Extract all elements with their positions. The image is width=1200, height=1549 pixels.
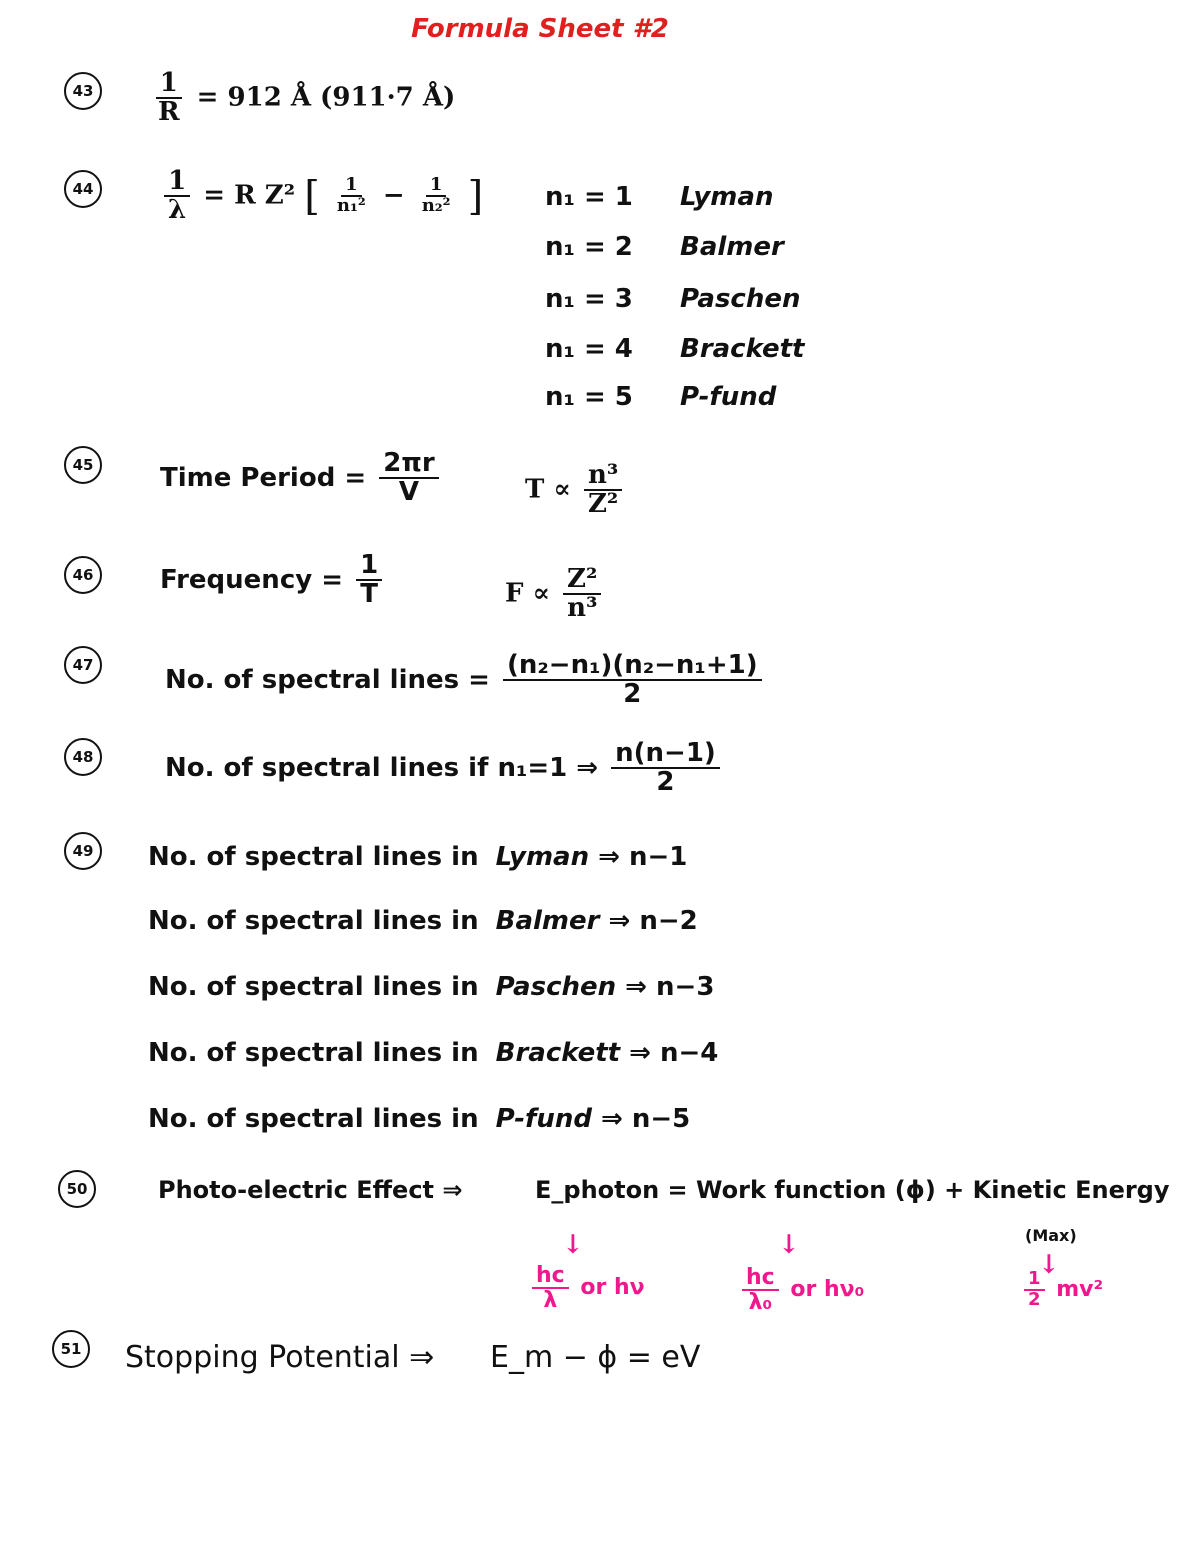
series-n: n₁ = 3 <box>545 284 633 314</box>
label: Time Period = <box>160 462 367 493</box>
proportion <box>525 462 626 519</box>
photon-energy-expr <box>528 1264 645 1312</box>
numerator: hc <box>742 1266 779 1291</box>
down-arrow-icon: ↓ <box>778 1230 800 1260</box>
denominator: n₂² <box>421 195 451 217</box>
series: Balmer ⇒ <box>495 906 631 936</box>
proportion <box>505 566 605 623</box>
numerator: n³ <box>584 462 622 491</box>
numerator: 1 <box>426 176 447 197</box>
fraction <box>1024 1270 1045 1310</box>
bracket-close: ] <box>467 173 484 220</box>
result: n−1 <box>629 842 688 872</box>
denominator: T <box>360 579 378 610</box>
label: No. of spectral lines = <box>165 664 490 695</box>
photoelectric-label: Photo-electric Effect ⇒ <box>158 1176 463 1204</box>
formula-number: 45 <box>64 446 102 484</box>
stopping-potential-label: Stopping Potential ⇒ <box>125 1340 435 1375</box>
numerator: 2πr <box>379 450 438 479</box>
result: n−3 <box>656 972 715 1002</box>
result: n−2 <box>639 906 698 936</box>
formula-number: 46 <box>64 556 102 594</box>
label: No. of spectral lines in <box>148 1104 479 1134</box>
series-n: n₁ = 5 <box>545 382 633 412</box>
max-note: (Max) <box>1025 1226 1077 1245</box>
formula-number: 44 <box>64 170 102 208</box>
result: n−5 <box>631 1104 691 1134</box>
stopping-potential-equation: E_m − ϕ = eV <box>490 1340 701 1375</box>
formula-44 <box>160 168 483 225</box>
formula-48 <box>165 740 724 797</box>
prop-label: T ∝ <box>525 474 571 505</box>
denominator: n₁² <box>336 195 366 217</box>
spectral-row <box>148 1104 690 1134</box>
series-name: Paschen <box>680 284 801 314</box>
bracket-open: [ <box>304 173 320 220</box>
alt-expr: or hν <box>580 1275 645 1301</box>
formula-number: 49 <box>64 832 102 870</box>
series: Paschen ⇒ <box>495 972 647 1002</box>
denominator: n³ <box>567 593 598 624</box>
denominator: λ <box>168 195 187 226</box>
fraction <box>164 168 190 225</box>
series-name: Brackett <box>680 334 805 364</box>
fraction <box>584 462 622 519</box>
denominator: 2 <box>1028 1288 1041 1310</box>
formula-number: 51 <box>52 1330 90 1368</box>
down-arrow-icon: ↓ <box>562 1230 584 1260</box>
work-function-expr <box>738 1266 864 1314</box>
label: No. of spectral lines in <box>148 972 479 1002</box>
denominator: λ₀ <box>748 1290 773 1316</box>
formula-number: 50 <box>58 1170 96 1208</box>
numerator: hc <box>532 1264 569 1289</box>
fraction <box>742 1266 779 1314</box>
numerator: 1 <box>156 70 182 99</box>
label: Frequency = <box>160 564 344 595</box>
formula-45 <box>160 450 443 507</box>
numerator: 1 <box>341 176 362 197</box>
formula-number: 48 <box>64 738 102 776</box>
series: Lyman ⇒ <box>495 842 620 872</box>
minus-sign: − <box>382 180 405 211</box>
series-name: P-fund <box>680 382 777 412</box>
down-arrow-icon: ↓ <box>1038 1250 1060 1280</box>
denominator: V <box>398 477 420 508</box>
denominator: Z² <box>587 489 619 520</box>
spectral-row <box>148 842 687 872</box>
series-n: n₁ = 1 <box>545 182 633 212</box>
series-n: n₁ = 4 <box>545 334 633 364</box>
fraction <box>379 450 438 507</box>
numerator: n(n−1) <box>611 740 720 769</box>
fraction <box>333 176 370 216</box>
fraction <box>611 740 720 797</box>
page-title: Formula Sheet #2 <box>411 14 669 44</box>
numerator: 1 <box>356 552 382 581</box>
numerator: Z² <box>563 566 601 595</box>
denominator: 2 <box>623 679 642 710</box>
formula-43 <box>150 70 455 127</box>
fraction <box>356 552 382 609</box>
label: No. of spectral lines in <box>148 842 479 872</box>
rhs: = 912 Å (911·7 Å) <box>196 82 456 113</box>
result: n−4 <box>660 1038 719 1068</box>
formula-number: 47 <box>64 646 102 684</box>
kinetic-energy-expr <box>1020 1270 1103 1310</box>
numerator: 1 <box>1024 1270 1045 1291</box>
series-name: Lyman <box>680 182 774 212</box>
fraction <box>503 652 762 709</box>
formula-46 <box>160 552 386 609</box>
fraction <box>418 176 455 216</box>
series: Brackett ⇒ <box>495 1038 651 1068</box>
label: No. of spectral lines in <box>148 906 479 936</box>
series-n: n₁ = 2 <box>545 232 633 262</box>
formula-number: 43 <box>64 72 102 110</box>
fraction <box>563 566 601 623</box>
rydberg-factor: = R Z² <box>203 180 296 211</box>
fraction <box>154 70 184 127</box>
fraction <box>532 1264 569 1312</box>
alt-expr: mv² <box>1056 1276 1104 1302</box>
formula-47 <box>165 652 766 709</box>
spectral-row <box>148 906 698 936</box>
label: No. of spectral lines if n₁=1 ⇒ <box>165 752 599 783</box>
spectral-row <box>148 1038 718 1068</box>
spectral-row <box>148 972 714 1002</box>
series-name: Balmer <box>680 232 784 262</box>
photoelectric-equation: E_photon = Work function (ϕ) + Kinetic Energy <box>535 1176 1170 1204</box>
series: P-fund ⇒ <box>495 1104 623 1134</box>
alt-expr: or hν₀ <box>790 1277 865 1303</box>
denominator: 2 <box>656 767 675 798</box>
denominator: λ <box>543 1288 558 1314</box>
denominator: R <box>158 97 180 128</box>
numerator: (n₂−n₁)(n₂−n₁+1) <box>503 652 762 681</box>
prop-label: F ∝ <box>505 578 550 609</box>
numerator: 1 <box>164 168 190 197</box>
label: No. of spectral lines in <box>148 1038 479 1068</box>
